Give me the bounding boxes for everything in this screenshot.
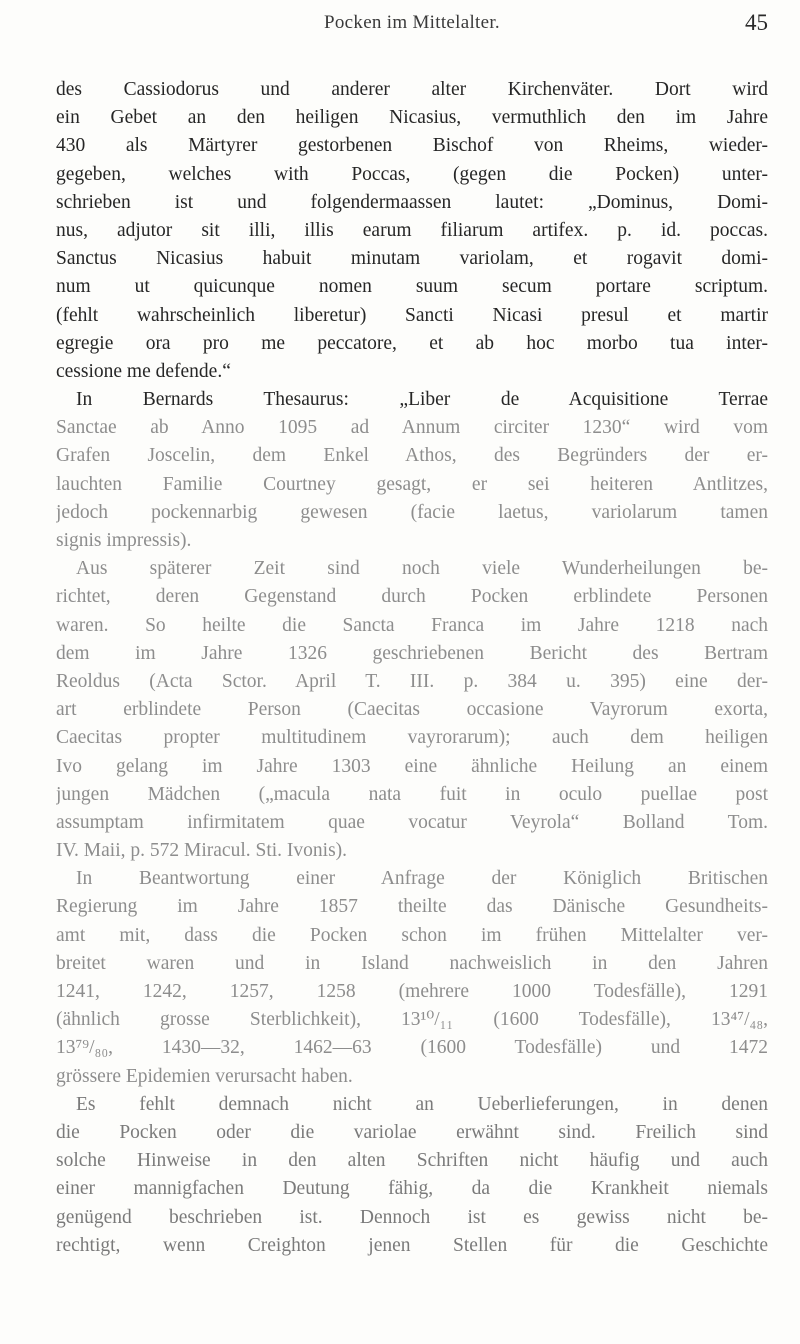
text-line: Sanctus Nicasius habuit minutam variolam, et rogavit domi- — [56, 248, 768, 270]
text-line: richtet, deren Gegenstand durch Pocken erblindete Personen — [56, 586, 768, 608]
text-line: cessione me defende.“ — [56, 360, 231, 382]
running-title: Pocken im Mittelalter. — [324, 12, 500, 33]
text-line: amt mit, dass die Pocken schon im frühen Mittelalter ver- — [56, 924, 768, 946]
text-line: In Bernards Thesaurus: „Liber de Acquisitione Terrae — [76, 389, 768, 411]
text-line: genügend beschrieben ist. Dennoch ist es gewiss nicht be- — [56, 1206, 768, 1228]
text-line: (fehlt wahrscheinlich liberetur) Sancti Nicasi presul et martir — [56, 304, 768, 326]
text-line: solche Hinweise in den alten Schriften nicht häufig und auch — [56, 1150, 768, 1172]
text-line: schrieben ist und folgendermaassen lautet: „Dominus, Domi- — [56, 191, 768, 213]
text-line: einer mannigfachen Deutung fähig, da die Krankheit niemals — [56, 1178, 768, 1200]
text-line: ein Gebet an den heiligen Nicasius, vermuthlich den im Jahre — [56, 107, 768, 129]
text-line: die Pocken oder die variolae erwähnt sind. Freilich sind — [56, 1121, 768, 1143]
text-line: (ähnlich grosse Sterblichkeit), 13¹⁰/₁₁ (1600 Todesfälle), 13⁴⁷/₄₈, — [56, 1009, 768, 1031]
text-line: Reoldus (Acta Sctor. April T. III. p. 384 u. 395) eine der- — [56, 670, 768, 692]
text-line: 430 als Märtyrer gestorbenen Bischof von Rheims, wieder- — [56, 135, 768, 157]
text-line: lauchten Familie Courtney gesagt, er sei heiteren Antlitzes, — [56, 473, 768, 495]
text-line: Sanctae ab Anno 1095 ad Annum circiter 1230“ wird vom — [56, 417, 768, 439]
text-line: des Cassiodorus und anderer alter Kirchenväter. Dort wird — [56, 79, 768, 100]
text-line: num ut quicunque nomen suum secum portare scriptum. — [56, 276, 768, 298]
text-line: jungen Mädchen („macula nata fuit in oculo puellae post — [56, 783, 768, 805]
text-line: Caecitas propter multitudinem vayrorarum); auch dem heiligen — [56, 727, 768, 749]
text-line: Grafen Joscelin, dem Enkel Athos, des Begründers der er- — [56, 445, 768, 467]
text-line: nus, adjutor sit illi, illis earum filiarum artifex. p. id. poccas. — [56, 219, 768, 241]
text-line: Es fehlt demnach nicht an Ueberlieferungen, in denen — [76, 1093, 768, 1115]
text-line: 1241, 1242, 1257, 1258 (mehrere 1000 Todesfälle), 1291 — [56, 981, 768, 1002]
text-line: Regierung im Jahre 1857 theilte das Dänische Gesundheits- — [56, 896, 768, 918]
text-line: assumptam infirmitatem quae vocatur Veyrola“ Bolland Tom. — [56, 811, 768, 833]
text-line: dem im Jahre 1326 geschriebenen Bericht des Bertram — [56, 642, 768, 664]
text-line: art erblindete Person (Caecitas occasione Vayrorum exorta, — [56, 699, 768, 721]
running-head — [56, 12, 768, 46]
body-text — [56, 76, 768, 1260]
text-line: breitet waren und in Island nachweislich in den Jahren — [56, 952, 768, 974]
text-line: 13⁷⁹/₈₀, 1430—32, 1462—63 (1600 Todesfälle) und 1472 — [56, 1037, 768, 1059]
text-line: IV. Maii, p. 572 Miracul. Sti. Ivonis). — [56, 840, 348, 862]
text-line: egregie ora pro me peccatore, et ab hoc morbo tua inter- — [56, 332, 768, 354]
text-line: signis impressis). — [56, 530, 192, 551]
text-line: Aus späterer Zeit sind noch viele Wunderheilungen be- — [76, 558, 768, 580]
text-line: In Beantwortung einer Anfrage der Königlich Britischen — [76, 868, 768, 890]
text-line: jedoch pockennarbig gewesen (facie laetus, variolarum tamen — [56, 501, 768, 523]
page-number: 45 — [745, 10, 768, 35]
text-line: waren. So heilte die Sancta Franca im Jahre 1218 nach — [56, 614, 768, 636]
text-line: Ivo gelang im Jahre 1303 eine ähnliche Heilung an einem — [56, 755, 768, 777]
text-line: gegeben, welches with Poccas, (gegen die Pocken) unter- — [56, 163, 768, 185]
text-line: rechtigt, wenn Creighton jenen Stellen für die Geschichte — [56, 1234, 768, 1256]
text-line: grössere Epidemien verursacht haben. — [56, 1065, 353, 1087]
